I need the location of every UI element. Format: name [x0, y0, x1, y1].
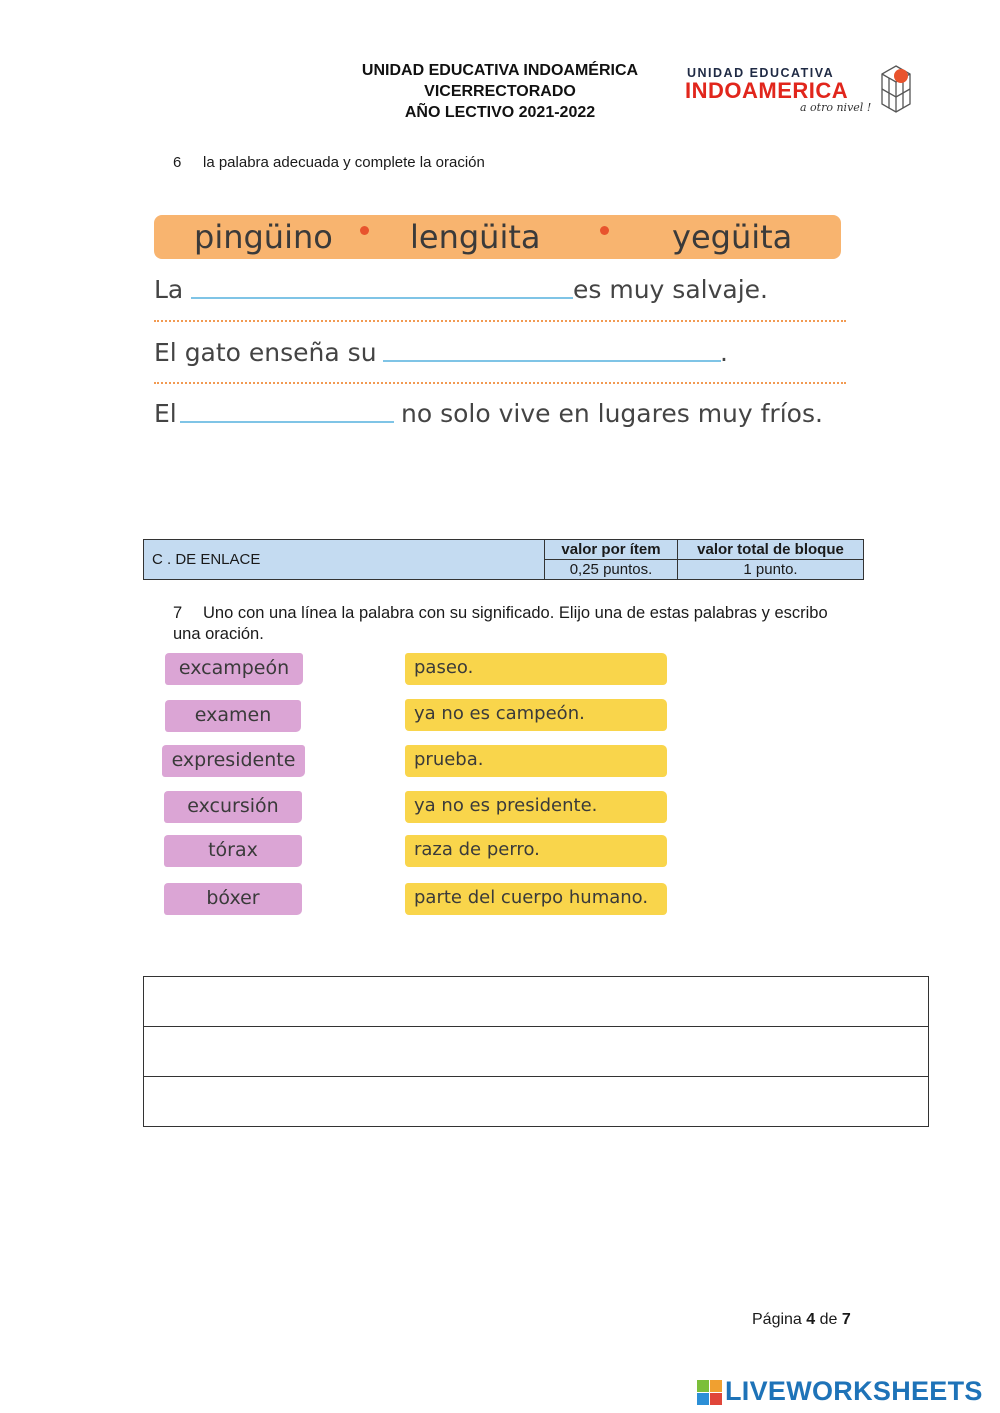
bullet-dot — [360, 226, 369, 235]
meaning-card[interactable]: parte del cuerpo humano. — [405, 883, 667, 915]
sentence-1-after: es muy salvaje. — [573, 275, 768, 304]
school-year: AÑO LECTIVO 2021-2022 — [404, 104, 596, 121]
school-logo — [684, 64, 914, 116]
section-label: C . DE ENLACE — [144, 540, 545, 580]
word-card[interactable]: tórax — [164, 835, 302, 867]
sentence-3-blank[interactable] — [180, 421, 394, 423]
sentence-2-after: . — [720, 338, 728, 367]
page-mid: de — [819, 1311, 838, 1328]
item-value-header: valor por ítem — [545, 540, 678, 560]
question-7-instruction — [173, 603, 853, 645]
meaning-card[interactable]: ya no es campeón. — [405, 699, 667, 731]
logo-cube-icon — [879, 64, 913, 114]
question-number: 6 — [173, 154, 182, 171]
word-card[interactable]: excursión — [164, 791, 302, 823]
page-prefix: Página — [752, 1311, 802, 1328]
divider — [154, 320, 846, 322]
question-text: Uno con una línea la palabra con su significado. Elijo una de estas palabras y escribo una oración. — [173, 604, 828, 643]
word-card[interactable]: expresidente — [162, 745, 305, 777]
meaning-card[interactable]: paseo. — [405, 653, 667, 685]
word-bank-item: lengüita — [410, 218, 541, 256]
meaning-card[interactable]: prueba. — [405, 745, 667, 777]
word-bank — [154, 215, 841, 259]
question-6-instruction — [173, 154, 485, 171]
answer-row[interactable] — [144, 1077, 929, 1127]
question-number: 7 — [173, 604, 183, 622]
block-value: 1 punto. — [678, 560, 864, 580]
logo-main-text: INDOAMERICA — [685, 78, 849, 103]
logo-top-text: UNIDAD EDUCATIVA — [687, 66, 835, 80]
page-total: 7 — [841, 1311, 851, 1328]
liveworksheets-icon — [697, 1380, 723, 1406]
sentence-2-before: El gato enseña su — [154, 338, 377, 367]
sentence-3-before: El — [154, 399, 177, 428]
watermark-text: LIVEWORKSHEETS — [725, 1376, 983, 1406]
school-header — [300, 60, 700, 123]
school-name: UNIDAD EDUCATIVA INDOAMÉRICA — [361, 62, 639, 79]
meaning-card[interactable]: raza de perro. — [405, 835, 667, 867]
answer-row[interactable] — [144, 1027, 929, 1077]
page-number — [752, 1311, 851, 1329]
question-text: la palabra adecuada y complete la oración — [203, 154, 485, 171]
divider — [154, 382, 846, 384]
word-card[interactable]: examen — [165, 700, 301, 732]
bullet-dot — [600, 226, 609, 235]
sentence-2-blank[interactable] — [383, 360, 721, 362]
logo-tagline: a otro nivel ! — [800, 101, 872, 114]
answer-table — [143, 976, 929, 1127]
word-card[interactable]: excampeón — [165, 653, 303, 685]
sentence-3-after: no solo vive en lugares muy fríos. — [401, 399, 823, 428]
word-bank-item: pingüino — [194, 218, 333, 256]
sentence-1-blank[interactable] — [191, 297, 573, 299]
answer-row[interactable] — [144, 977, 929, 1027]
word-bank-item: yegüita — [672, 218, 793, 256]
score-table — [143, 539, 864, 580]
item-value: 0,25 puntos. — [545, 560, 678, 580]
sentence-1-before: La — [154, 275, 184, 304]
word-card[interactable]: bóxer — [164, 883, 302, 915]
page-current: 4 — [806, 1311, 816, 1328]
department-name: VICERRECTORADO — [424, 83, 576, 100]
meaning-card[interactable]: ya no es presidente. — [405, 791, 667, 823]
block-value-header: valor total de bloque — [678, 540, 864, 560]
